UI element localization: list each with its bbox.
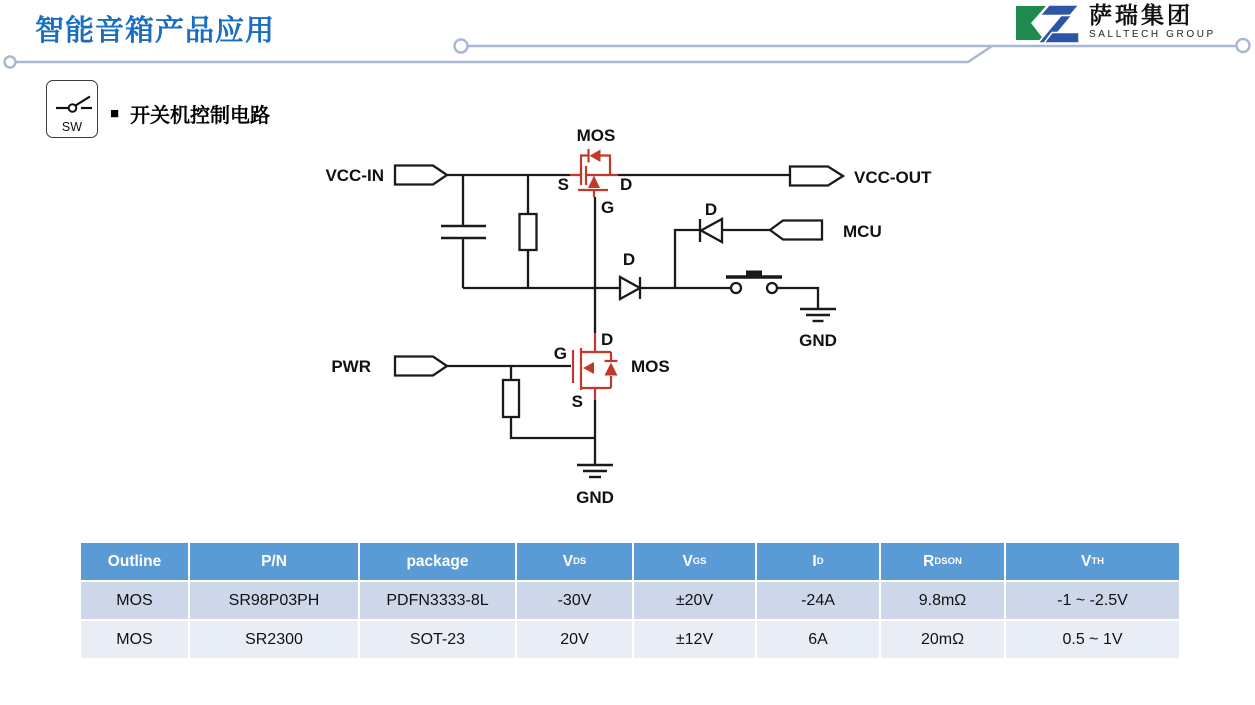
table-cell: 9.8mΩ — [881, 582, 1004, 619]
label-mcu: MCU — [843, 222, 882, 241]
column-header-vth: V TH — [1006, 543, 1179, 580]
diode-mcu — [700, 219, 722, 242]
switch-icon-label: SW — [61, 120, 83, 134]
switch-icon-box — [46, 80, 98, 138]
ground-symbol-button — [800, 309, 836, 321]
table-cell: SR2300 — [190, 621, 358, 658]
pwr-port — [395, 357, 447, 376]
page-title: 智能音箱产品应用 — [35, 15, 276, 47]
decor-circle-left — [5, 57, 16, 68]
circuit-diagram — [300, 118, 960, 520]
label-d-bottom: D — [601, 330, 614, 349]
mosfet-top — [570, 149, 618, 197]
ground-symbol-source — [577, 465, 613, 477]
table-cell: MOS — [81, 621, 188, 658]
logo-mark-icon — [1012, 2, 1080, 46]
vcc-in-port — [395, 166, 447, 185]
table-cell: SR98P03PH — [190, 582, 358, 619]
column-header-outline: Outline — [81, 543, 188, 580]
decor-circle-right — [1237, 39, 1250, 52]
company-logo — [1012, 2, 1216, 46]
label-mos-bottom: MOS — [631, 357, 670, 376]
section-title: 开关机控制电路 — [130, 105, 271, 127]
column-header-vgs: V GS — [634, 543, 755, 580]
label-d-top: D — [620, 175, 633, 194]
label-g-top: G — [601, 198, 615, 217]
label-vcc-in: VCC-IN — [325, 166, 384, 185]
table-cell: 20V — [517, 621, 632, 658]
spec-table — [81, 543, 1179, 658]
vcc-out-port — [790, 167, 843, 186]
label-pwr: PWR — [331, 357, 371, 376]
label-gnd-source: GND — [576, 488, 614, 507]
square-bullet-icon: ■ — [110, 105, 120, 122]
decor-circle-mid — [455, 40, 468, 53]
table-cell: SOT-23 — [360, 621, 515, 658]
table-cell: -30V — [517, 582, 632, 619]
table-cell: PDFN3333-8L — [360, 582, 515, 619]
diode-mid — [620, 277, 640, 299]
table-cell: MOS — [81, 582, 188, 619]
company-name-block — [1089, 2, 1216, 40]
push-button — [726, 271, 782, 294]
column-header-pn: P/N — [190, 543, 358, 580]
label-vcc-out: VCC-OUT — [854, 168, 932, 187]
column-header-id: I D — [757, 543, 879, 580]
column-header-rdson: R DSON — [881, 543, 1004, 580]
capacitor — [441, 226, 486, 238]
column-header-package: package — [360, 543, 515, 580]
mcu-port — [770, 221, 822, 240]
company-name-en: SALLTECH GROUP — [1089, 29, 1216, 41]
table-cell: ±12V — [634, 621, 755, 658]
section-heading — [110, 99, 270, 128]
label-mos-top: MOS — [576, 126, 616, 145]
label-diode-mid: D — [622, 250, 636, 269]
table-cell: 20mΩ — [881, 621, 1004, 658]
table-cell: -1 ~ -2.5V — [1006, 582, 1179, 619]
label-s-bottom: S — [571, 392, 583, 411]
resistor-top — [520, 214, 537, 250]
wires — [447, 175, 818, 465]
company-name-cn: 萨瑞集团 — [1089, 2, 1193, 28]
table-cell: 6A — [757, 621, 879, 658]
column-header-vds: V DS — [517, 543, 632, 580]
label-g-bottom: G — [553, 344, 567, 363]
label-s-top: S — [557, 175, 569, 194]
label-gnd-button: GND — [799, 331, 837, 350]
switch-icon — [49, 88, 97, 118]
resistor-bottom — [503, 380, 519, 417]
label-diode-mcu: D — [704, 200, 718, 219]
table-cell: 0.5 ~ 1V — [1006, 621, 1179, 658]
table-cell: ±20V — [634, 582, 755, 619]
table-cell: -24A — [757, 582, 879, 619]
